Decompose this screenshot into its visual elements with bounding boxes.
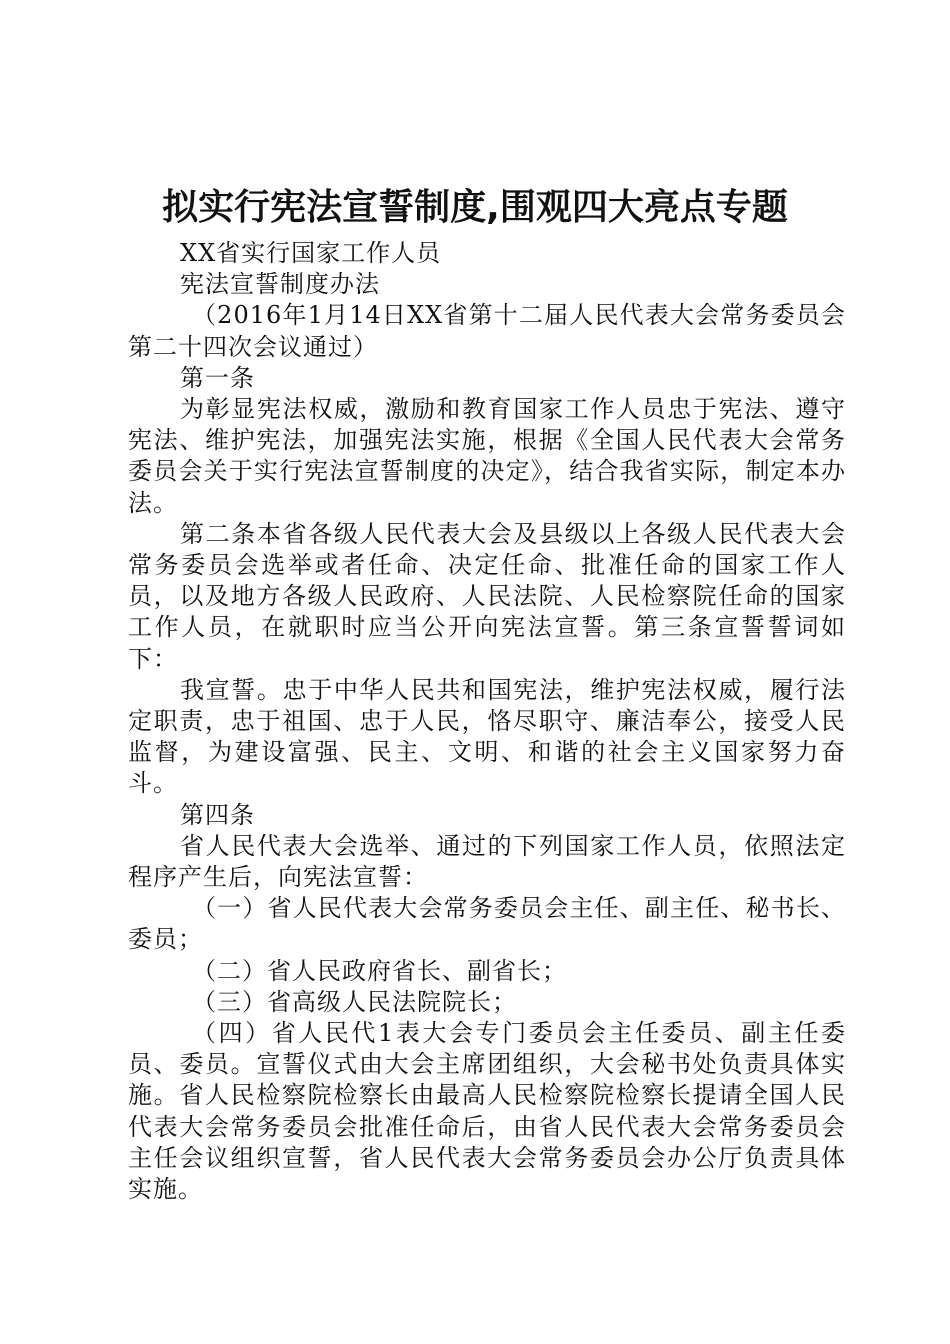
document-title: 拟实行宪法宣誓制度,围观四大亮点专题 [162,187,788,228]
paragraph: 为彰显宪法权威，激励和教育国家工作人员忠于宪法、遵守宪法、维护宪法，加强宪法实施，根据《全国人民代表大会常务委员会关于实行宪法宣誓制度的决定》，结合我省实际，制定本办法。 [128,395,846,517]
paragraph: XX省实行国家工作人员 [180,239,442,267]
paragraph: 第一条 [180,363,255,392]
paragraph: 我宣誓。忠于中华人民共和国宪法，维护宪法权威，履行法定职责，忠于祖国、忠于人民，恪尽职守、廉洁奉公，接受人民监督，为建设富强、民主、文明、和谐的社会主义国家努力奋斗。 [128,675,846,798]
paragraph: （二）省人民政府省长、副省长； [192,956,567,985]
paragraph: （四）省人民代1表大会专门委员会主任委员、副主任委员、委员。宣誓仪式由大会主席团组织，大会秘书处负责具体实施。省人民检察院检察长由最高人民检察院检察长提请全国人民代表大会常务委员会批准任命后，由省人民代表大会常务委员会主任会议组织宣誓，省人民代表大会常务委员会办公厅负责具体实施。 [128,1019,846,1204]
paragraph: 第四条 [180,800,255,829]
paragraph: （2016年1月14日XX省第十二届人民代表大会常务委员会第二十四次会议通过） [128,301,846,361]
paragraph: （一）省人民代表大会常务委员会主任、副主任、秘书长、委员； [128,894,846,954]
document-body [128,238,846,1205]
paragraph: （三）省高级人民法院院长； [192,987,517,1016]
paragraph: 宪法宣誓制度办法 [180,270,380,299]
paragraph: 省人民代表大会选举、通过的下列国家工作人员，依照法定程序产生后，向宪法宣誓： [128,831,846,892]
paragraph: 第二条本省各级人民代表大会及县级以上各级人民代表大会常务委员会选举或者任命、决定任命、批准任命的国家工作人员，以及地方各级人民政府、人民法院、人民检察院任命的国家工作人员，在就职时应当公开向宪法宣誓。第三条宣誓誓词如下： [128,519,846,673]
